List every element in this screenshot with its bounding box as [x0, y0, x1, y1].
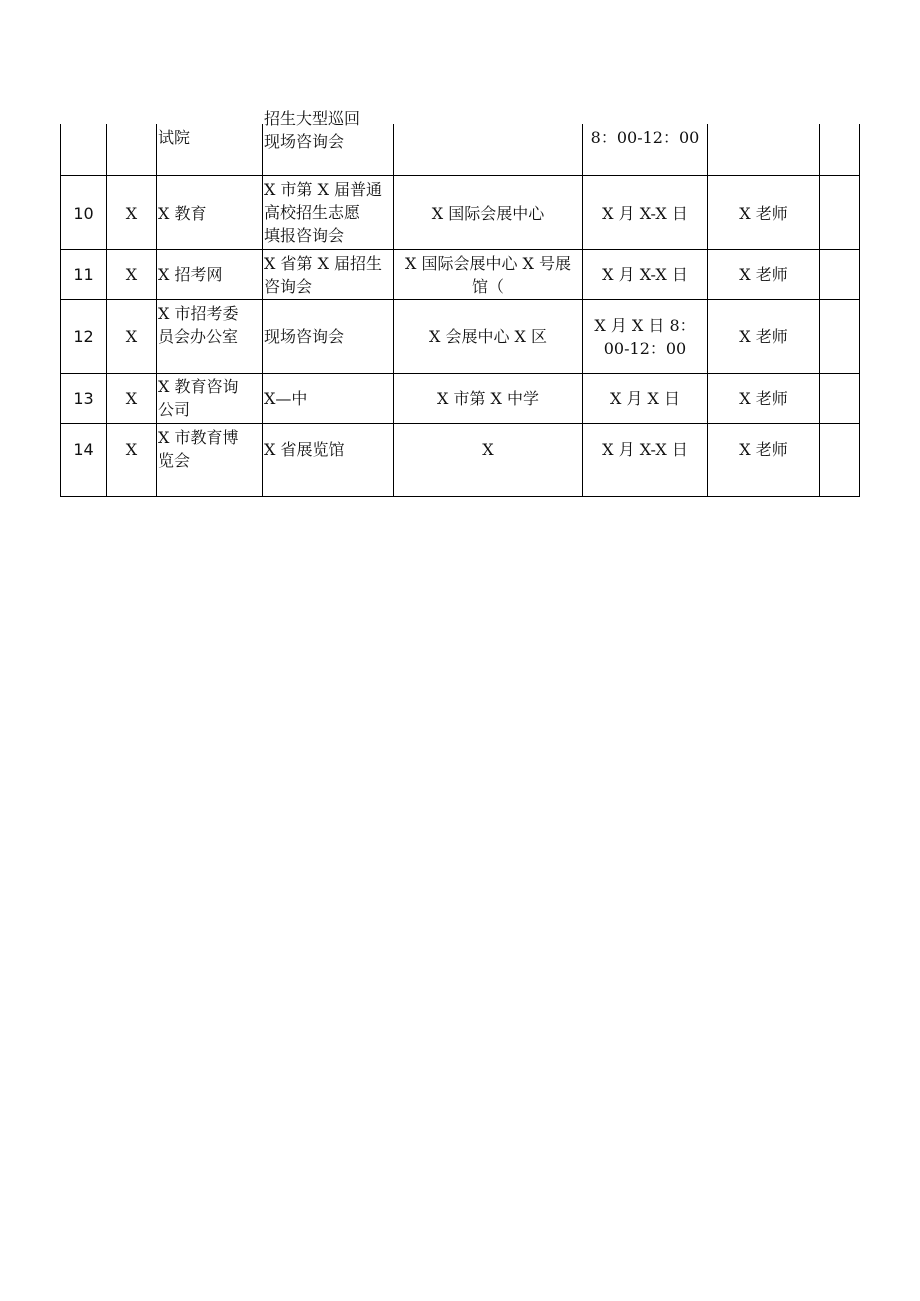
- table-cell-no: 13: [73, 389, 94, 408]
- cell-line: X 教育咨询: [158, 377, 239, 396]
- table-cell-contact: X 老师: [739, 389, 788, 408]
- table-cell-x: X: [125, 265, 138, 284]
- cell-line: X 月 X-X 日: [602, 204, 688, 223]
- table-cell-venue: [394, 252, 582, 298]
- table-cell-x: X: [125, 440, 138, 459]
- table-cell-venue: [394, 202, 582, 225]
- cell-line: 馆（: [471, 277, 504, 296]
- table-rule: [60, 423, 860, 424]
- table-cell-org: [158, 426, 260, 472]
- cell-line: 公司: [158, 400, 191, 419]
- table-cell-time: [583, 263, 707, 286]
- table-cell-x: X: [125, 389, 138, 408]
- table-cell-no: 14: [73, 440, 94, 459]
- cell-line: X 教育: [158, 204, 207, 223]
- table-cell-time: [583, 387, 707, 410]
- table-cell-event: [264, 178, 392, 247]
- cell-line: X 市第 X 届普通: [264, 180, 383, 199]
- cell-line: X 月 X-X 日: [602, 440, 688, 459]
- cell-line: X 省第 X 届招生: [264, 254, 383, 273]
- table-cell-time: [583, 438, 707, 461]
- table-cell-org: [158, 126, 260, 149]
- table-cell-x: X: [125, 327, 138, 346]
- table-cell-venue: [394, 387, 582, 410]
- table-rule: [60, 175, 860, 176]
- cell-line: X 招考网: [158, 265, 223, 284]
- table-rule: [262, 124, 263, 497]
- table-cell-event: [264, 387, 392, 410]
- cell-line: X 省展览馆: [264, 440, 345, 459]
- table-cell-org: [158, 263, 260, 286]
- cell-line: X 会展中心 X 区: [428, 327, 548, 346]
- table-cell-event: [264, 252, 392, 298]
- table-cell-org: [158, 302, 260, 348]
- cell-line: X 国际会展中心: [431, 204, 545, 223]
- table-cell-no: 11: [73, 265, 94, 284]
- cell-line: 现场咨询会: [264, 327, 345, 346]
- table-cell-contact: X 老师: [739, 204, 788, 223]
- cell-line: X 月 X 日 8：: [594, 316, 696, 335]
- table-rule: [819, 124, 820, 497]
- table-cell-event: [264, 325, 392, 348]
- cell-line: 高校招生志愿: [264, 203, 361, 222]
- table-cell-time: [583, 126, 707, 149]
- cell-line: 8：00-12：00: [590, 128, 700, 147]
- cell-line: X 国际会展中心 X 号展: [404, 254, 572, 273]
- table-cell-contact: X 老师: [739, 440, 788, 459]
- table-cell-org: [158, 375, 260, 421]
- table-cell-venue: [394, 325, 582, 348]
- table-cell-org: [158, 202, 260, 225]
- table-cell-event: [264, 107, 392, 153]
- cell-line: 00-12：00: [603, 339, 687, 358]
- table-cell-contact: X 老师: [739, 265, 788, 284]
- cell-line: X 月 X-X 日: [602, 265, 688, 284]
- cell-line: X—中: [264, 389, 308, 408]
- cell-line: X: [482, 440, 494, 459]
- cell-line: 试院: [158, 128, 191, 147]
- table-cell-no: 10: [73, 204, 94, 223]
- cell-line: X 市招考委: [158, 304, 239, 323]
- cell-line: 览会: [158, 451, 191, 470]
- cell-line: 招生大型巡回: [264, 109, 361, 128]
- table-rule: [156, 124, 157, 497]
- cell-line: 现场咨询会: [264, 132, 345, 151]
- table-rule: [60, 373, 860, 374]
- table-cell-no: 12: [73, 327, 94, 346]
- cell-line: 员会办公室: [158, 327, 239, 346]
- table-cell-time: [583, 202, 707, 225]
- table-cell-contact: X 老师: [739, 327, 788, 346]
- table-cell-time: [583, 314, 707, 360]
- cell-line: X 市第 X 中学: [436, 389, 540, 408]
- table-rule: [859, 124, 860, 497]
- table-rule: [60, 496, 860, 497]
- table-rule: [60, 299, 860, 300]
- cell-line: 填报咨询会: [264, 226, 345, 245]
- table-cell-venue: [394, 438, 582, 461]
- cell-line: X 月 X 日: [609, 389, 681, 408]
- cell-line: X 市教育博: [158, 428, 239, 447]
- table-cell-x: X: [125, 204, 138, 223]
- cell-line: 咨询会: [264, 277, 313, 296]
- table-cell-event: [264, 438, 392, 461]
- table-rule: [60, 249, 860, 250]
